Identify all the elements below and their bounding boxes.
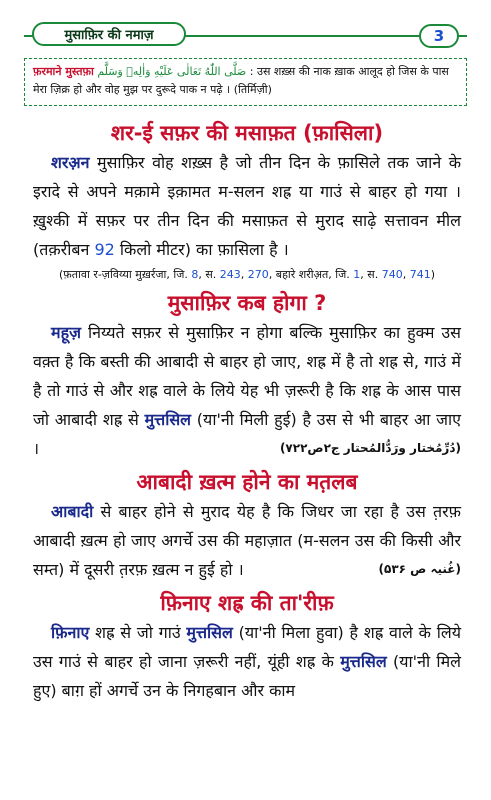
book-title-text: मुसाफ़िर की नमाज़ <box>64 28 154 43</box>
section-heading: शर-ई सफ़र की मसाफ़त (फ़ासिला) <box>110 121 384 145</box>
section-paragraph <box>33 318 461 463</box>
book-title-pill <box>32 22 186 46</box>
keyword: मुत्तसिल <box>144 410 192 429</box>
keyword: फ़िनाए <box>51 623 90 642</box>
paragraph-text: से बाहर होने से मुराद येह है कि जिधर जा रहा है उस त़रफ़ आबादी ख़त्म हो जाए अगर्चे उस की महाज़ात (म-सलन उस की किसी और सम्त) में दूसरी त़रफ़ ख़त्म न हुई हो । <box>33 502 461 579</box>
paragraph-text: किलो मीटर) का फ़ासिला है । <box>114 240 289 259</box>
section-paragraph <box>33 497 461 584</box>
paragraph-text: (या'नी मिली हुई) है उस से भी बाहर आ जाए । <box>33 410 461 458</box>
section-paragraph <box>33 148 461 264</box>
section-heading: मुसाफ़िर कब होगा ? <box>167 291 327 315</box>
page-number: 3 <box>419 24 459 48</box>
keyword: मुत्तसिल <box>186 623 233 642</box>
paragraph-text: मुसाफ़िर वोह शख़्स है जो तीन दिन के फ़ासिले तक जाने के इरादे से अपने मक़ामे इक़ामत म-सलन शह्र या गाउं से बाहर हो गया । ख़ुश्की में सफ़र पर तीन दिन की मसाफ़त से मुराद साढ़े सत्तावन मील (तक़रीबन <box>33 153 461 259</box>
hadith-salawat: صَلَّى اللّٰهُ تَعَالٰى عَلَيْهِ وَاٰلِهٖ وَسَلَّم <box>97 65 247 78</box>
source-citation: (फ़तावा र-ज़विय्या मुख़र्रजा, जि. 8, स. 243, 270, बहारे शरीअ़त, जि. 1, स. 740, 741) <box>58 268 435 281</box>
arabic-reference: (غُنیہ ص ۵۳۶) <box>378 562 461 576</box>
number: 92 <box>94 240 115 259</box>
keyword: आबादी <box>51 502 94 521</box>
keyword: मुत्तसिल <box>340 652 387 671</box>
page-content <box>33 118 461 705</box>
keyword: शरअ़न <box>51 153 90 172</box>
section-paragraph <box>33 618 461 705</box>
paragraph-text: (या'नी मिले हुए) बाग़ हों अगर्चे उन के निगहबान और काम <box>33 652 461 700</box>
paragraph-text: निय्यते सफ़र से मुसाफ़िर न होगा बल्कि मुसाफ़िर का हुक्म उस वक़्त है कि बस्ती की आबादी से बाहर हो जाए, शह्र में है तो शह्र से, गाउं में है तो गाउं से और शह्र वाले के लिये येह भी ज़रूरी है कि शह्र के आस पास जो आबादी शह्र से <box>33 323 461 429</box>
paragraph-text: (या'नी मिला हुवा) है शह्र वाले के लिये उस गाउं से बाहर हो जाना ज़रूरी नहीं, यूंही शह्र के <box>33 623 461 671</box>
arabic-reference: (دُرِّمُختار ورَدُّالمُحتار ج۲ص۷۲۲) <box>279 441 461 455</box>
hadith-source: (तिर्मिज़ी) <box>233 83 272 96</box>
hadith-label: फ़रमाने मुस्तफ़ा <box>33 65 94 78</box>
hadith-box <box>24 58 467 106</box>
hadith-text: : उस शख़्स की नाक ख़ाक आलूद हो जिस के पास मेरा ज़िक्र हो और वोह मुझ पर दुरूदे पाक न पढ़े । <box>33 65 449 96</box>
section-heading: आबादी ख़त्म होने का मत़लब <box>136 470 358 494</box>
paragraph-text: शह्र से जो गाउं <box>89 623 187 642</box>
section-heading: फ़िनाए शह्र की ता'रीफ़ <box>160 591 334 615</box>
keyword: महूज़ <box>51 323 81 342</box>
